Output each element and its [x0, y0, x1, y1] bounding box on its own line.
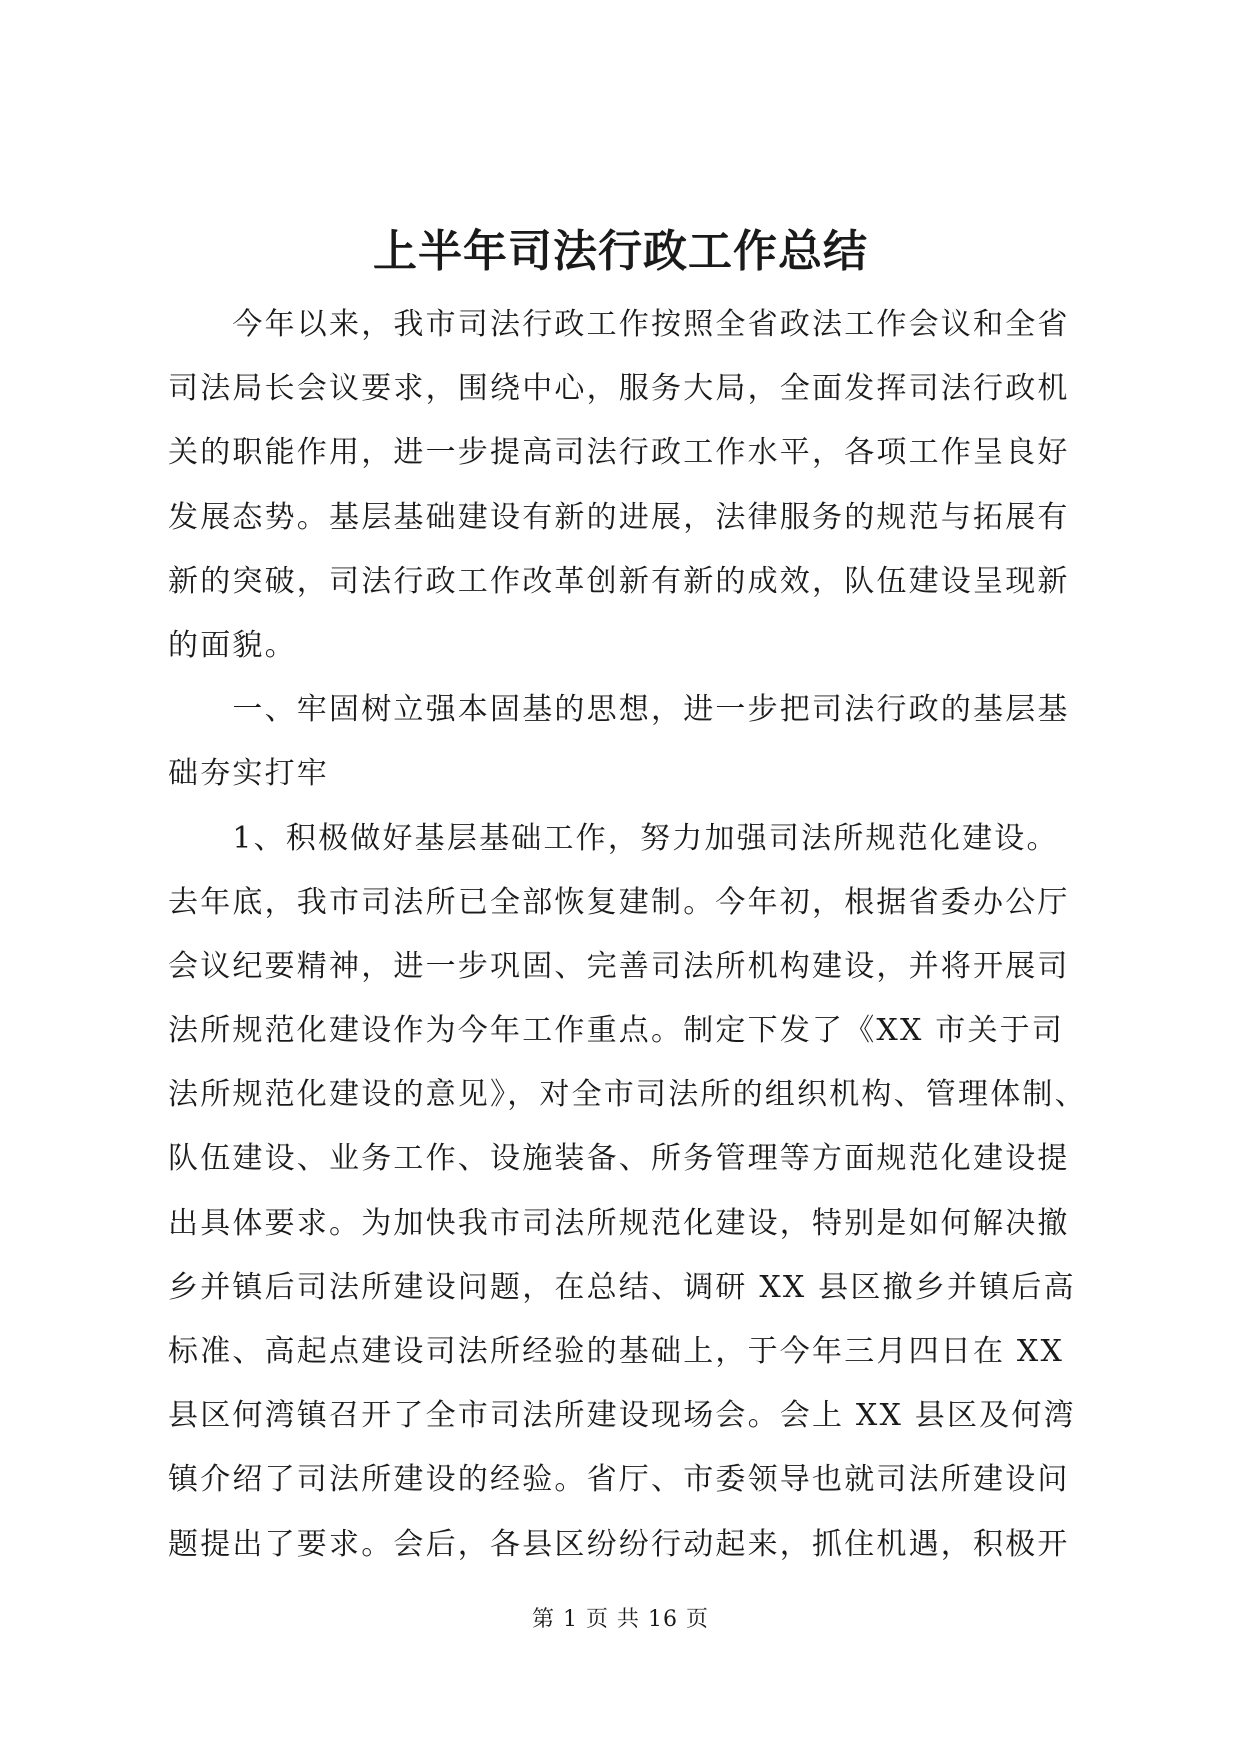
- body-line: 的面貌。: [168, 627, 297, 663]
- body-line: 去年底，我市司法所已全部恢复建制。今年初，根据省委办公厅: [168, 884, 1070, 920]
- body-line: 乡并镇后司法所建设问题，在总结、调研 XX 县区撤乡并镇后高: [168, 1269, 1076, 1305]
- document-title: 上半年司法行政工作总结: [373, 226, 868, 277]
- section-heading-line: 础夯实打牢: [168, 756, 329, 792]
- body-line: 会议纪要精神，进一步巩固、完善司法所机构建设，并将开展司: [168, 948, 1070, 984]
- body-line: 法所规范化建设作为今年工作重点。制定下发了《XX 市关于司: [168, 1013, 1065, 1049]
- body-line: 县区何湾镇召开了全市司法所建设现场会。会上 XX 县区及何湾: [168, 1398, 1076, 1434]
- body-line: 发展态势。基层基础建设有新的进展，法律服务的规范与拓展有: [168, 499, 1070, 535]
- body-line: 出具体要求。为加快我市司法所规范化建设，特别是如何解决撤: [168, 1205, 1070, 1241]
- body-line: 新的突破，司法行政工作改革创新有新的成效，队伍建设呈现新: [168, 563, 1070, 599]
- document-body: [168, 293, 1088, 1577]
- body-line: 1、积极做好基层基础工作，努力加强司法所规范化建设。: [168, 820, 1059, 856]
- page-footer: 第 1 页 共 16 页: [532, 1607, 709, 1632]
- body-line: 镇介绍了司法所建设的经验。省厅、市委领导也就司法所建设问: [168, 1462, 1070, 1498]
- body-line: 今年以来，我市司法行政工作按照全省政法工作会议和全省: [168, 307, 1070, 342]
- body-line: 司法局长会议要求，围绕中心，服务大局，全面发挥司法行政机: [168, 371, 1070, 407]
- body-line: 法所规范化建设的意见》，对全市司法所的组织机构、管理体制、: [168, 1077, 1087, 1113]
- body-line: 队伍建设、业务工作、设施装备、所务管理等方面规范化建设提: [168, 1141, 1070, 1177]
- section-heading-line: 一、牢固树立强本固基的思想，进一步把司法行政的基层基: [168, 692, 1070, 728]
- body-line: 关的职能作用，进一步提高司法行政工作水平，各项工作呈良好: [168, 435, 1070, 471]
- body-line: 题提出了要求。会后，各县区纷纷行动起来，抓住机遇，积极开: [168, 1526, 1070, 1562]
- body-line: 标准、高起点建设司法所经验的基础上，于今年三月四日在 XX: [168, 1334, 1065, 1369]
